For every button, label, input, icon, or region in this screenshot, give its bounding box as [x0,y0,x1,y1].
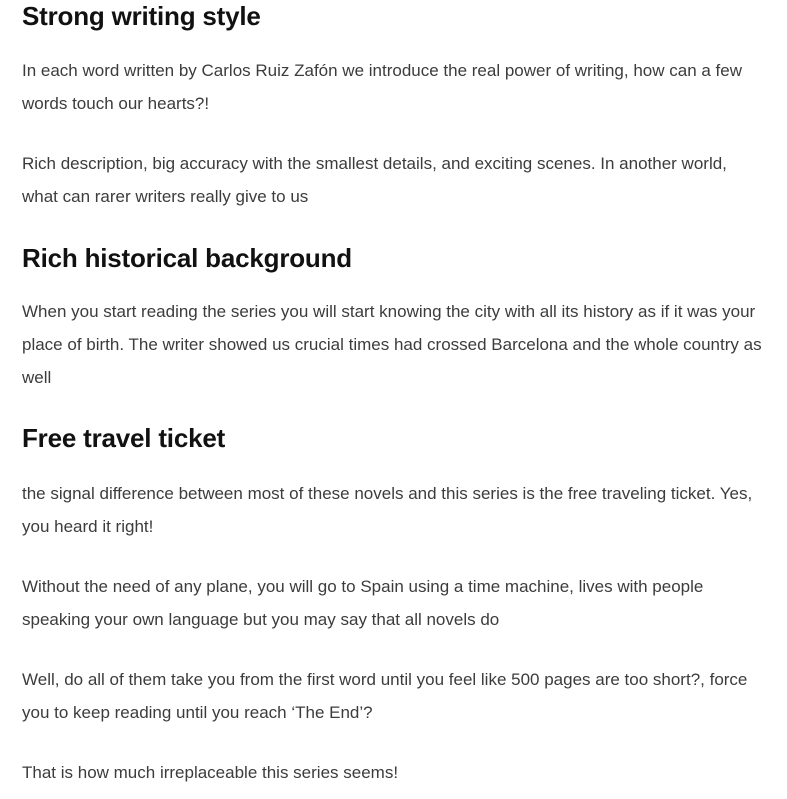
paragraph: the signal difference between most of these novels and this series is the free traveling ticket. Yes, you heard it right! [22,484,753,536]
paragraph: In each word written by Carlos Ruiz Zafón we introduce the real power of writing, how can a few words touch our hearts?! [22,61,743,113]
paragraph: Well, do all of them take you from the first word until you feel like 500 pages are too short?, force you to keep reading until you reach ‘The End’? [22,670,748,722]
section-heading-writing-style: Strong writing style [22,1,261,31]
section-heading-free-travel-ticket: Free travel ticket [22,423,226,453]
paragraph: When you start reading the series you will start knowing the city with all its history as if it was your place of birth. The writer showed us crucial times had crossed Barcelona and the whole country as well [22,302,762,387]
section-heading-historical-background: Rich historical background [22,243,352,273]
paragraph: Rich description, big accuracy with the smallest details, and exciting scenes. In another world, what can rarer writers really give to us [22,154,727,206]
paragraph: Without the need of any plane, you will go to Spain using a time machine, lives with people speaking your own language but you may say that all novels do [22,577,704,629]
paragraph: That is how much irreplaceable this series seems! [22,763,399,782]
